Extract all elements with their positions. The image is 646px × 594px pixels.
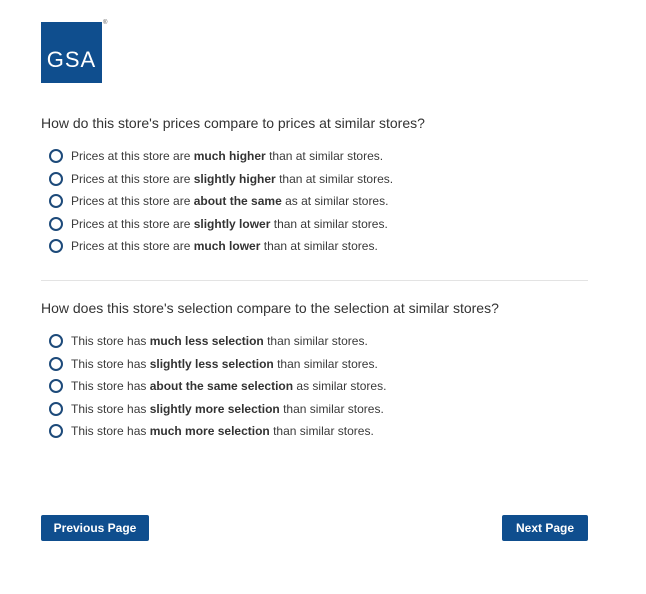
option-label-pre: This store has [71, 334, 150, 349]
radio-button-icon[interactable] [49, 334, 63, 348]
option-prices-much-higher[interactable] [41, 145, 601, 168]
option-label-pre: Prices at this store are [71, 216, 194, 231]
option-label [71, 172, 393, 186]
radio-button-icon[interactable] [49, 402, 63, 416]
option-label [71, 334, 368, 348]
option-label-pre: Prices at this store are [71, 194, 194, 209]
option-label-bold: slightly less selection [149, 356, 274, 371]
option-label [71, 357, 378, 371]
option-prices-slightly-lower[interactable] [41, 213, 601, 236]
option-label-bold: about the same selection [149, 379, 294, 394]
option-label-post: than similar stores. [279, 401, 384, 416]
option-selection-much-more[interactable] [41, 420, 601, 443]
option-label-bold: much higher [193, 149, 266, 164]
option-label-bold: much more selection [149, 424, 270, 439]
option-label-post: than at similar stores. [270, 216, 388, 231]
option-label [71, 424, 374, 438]
question-selection [41, 300, 601, 443]
question-text-selection: How does this store's selection compare to the selection at similar stores? [41, 300, 499, 316]
option-label-post: than similar stores. [273, 356, 378, 371]
option-label-post: as at similar stores. [281, 194, 389, 209]
option-label-pre: Prices at this store are [71, 239, 194, 254]
option-selection-about-same[interactable] [41, 375, 601, 398]
radio-button-icon[interactable] [49, 194, 63, 208]
option-label-post: than similar stores. [263, 334, 368, 349]
option-label-post: than at similar stores. [265, 149, 384, 164]
option-label-pre: This store has [71, 356, 150, 371]
option-prices-much-lower[interactable] [41, 235, 601, 258]
option-label [71, 194, 388, 208]
previous-page-button[interactable]: Previous Page [41, 515, 149, 541]
radio-button-icon[interactable] [49, 239, 63, 253]
option-label-post: as similar stores. [293, 379, 387, 394]
radio-button-icon[interactable] [49, 379, 63, 393]
option-prices-about-same[interactable] [41, 190, 601, 213]
option-label-pre: This store has [71, 424, 150, 439]
option-label-bold: about the same [193, 194, 282, 209]
radio-button-icon[interactable] [49, 357, 63, 371]
option-selection-slightly-more[interactable] [41, 398, 601, 421]
logo-text: GSA [46, 47, 97, 72]
question-prices [41, 115, 601, 258]
option-selection-much-less[interactable] [41, 330, 601, 353]
option-label [71, 149, 383, 163]
radio-button-icon[interactable] [49, 172, 63, 186]
option-label [71, 217, 388, 231]
option-label-bold: slightly higher [193, 171, 276, 186]
registered-mark: ® [103, 20, 108, 26]
option-label-post: than at similar stores. [260, 239, 378, 254]
option-label-bold: slightly lower [193, 216, 271, 231]
radio-button-icon[interactable] [49, 217, 63, 231]
option-label [71, 402, 384, 416]
option-label-pre: This store has [71, 401, 150, 416]
option-label-bold: much less selection [149, 334, 264, 349]
next-page-button[interactable]: Next Page [502, 515, 588, 541]
gsa-logo [41, 22, 102, 83]
option-selection-slightly-less[interactable] [41, 353, 601, 376]
section-divider [41, 280, 588, 281]
option-label-pre: Prices at this store are [71, 171, 194, 186]
option-label-bold: slightly more selection [149, 401, 280, 416]
option-label-post: than similar stores. [269, 424, 374, 439]
option-label-pre: Prices at this store are [71, 149, 194, 164]
option-label-bold: much lower [193, 239, 261, 254]
option-label-pre: This store has [71, 379, 150, 394]
radio-button-icon[interactable] [49, 149, 63, 163]
radio-button-icon[interactable] [49, 424, 63, 438]
option-label [71, 239, 378, 253]
option-label-post: than at similar stores. [275, 171, 394, 186]
option-label [71, 379, 386, 393]
option-prices-slightly-higher[interactable] [41, 168, 601, 191]
question-text-prices: How do this store's prices compare to prices at similar stores? [41, 115, 425, 131]
